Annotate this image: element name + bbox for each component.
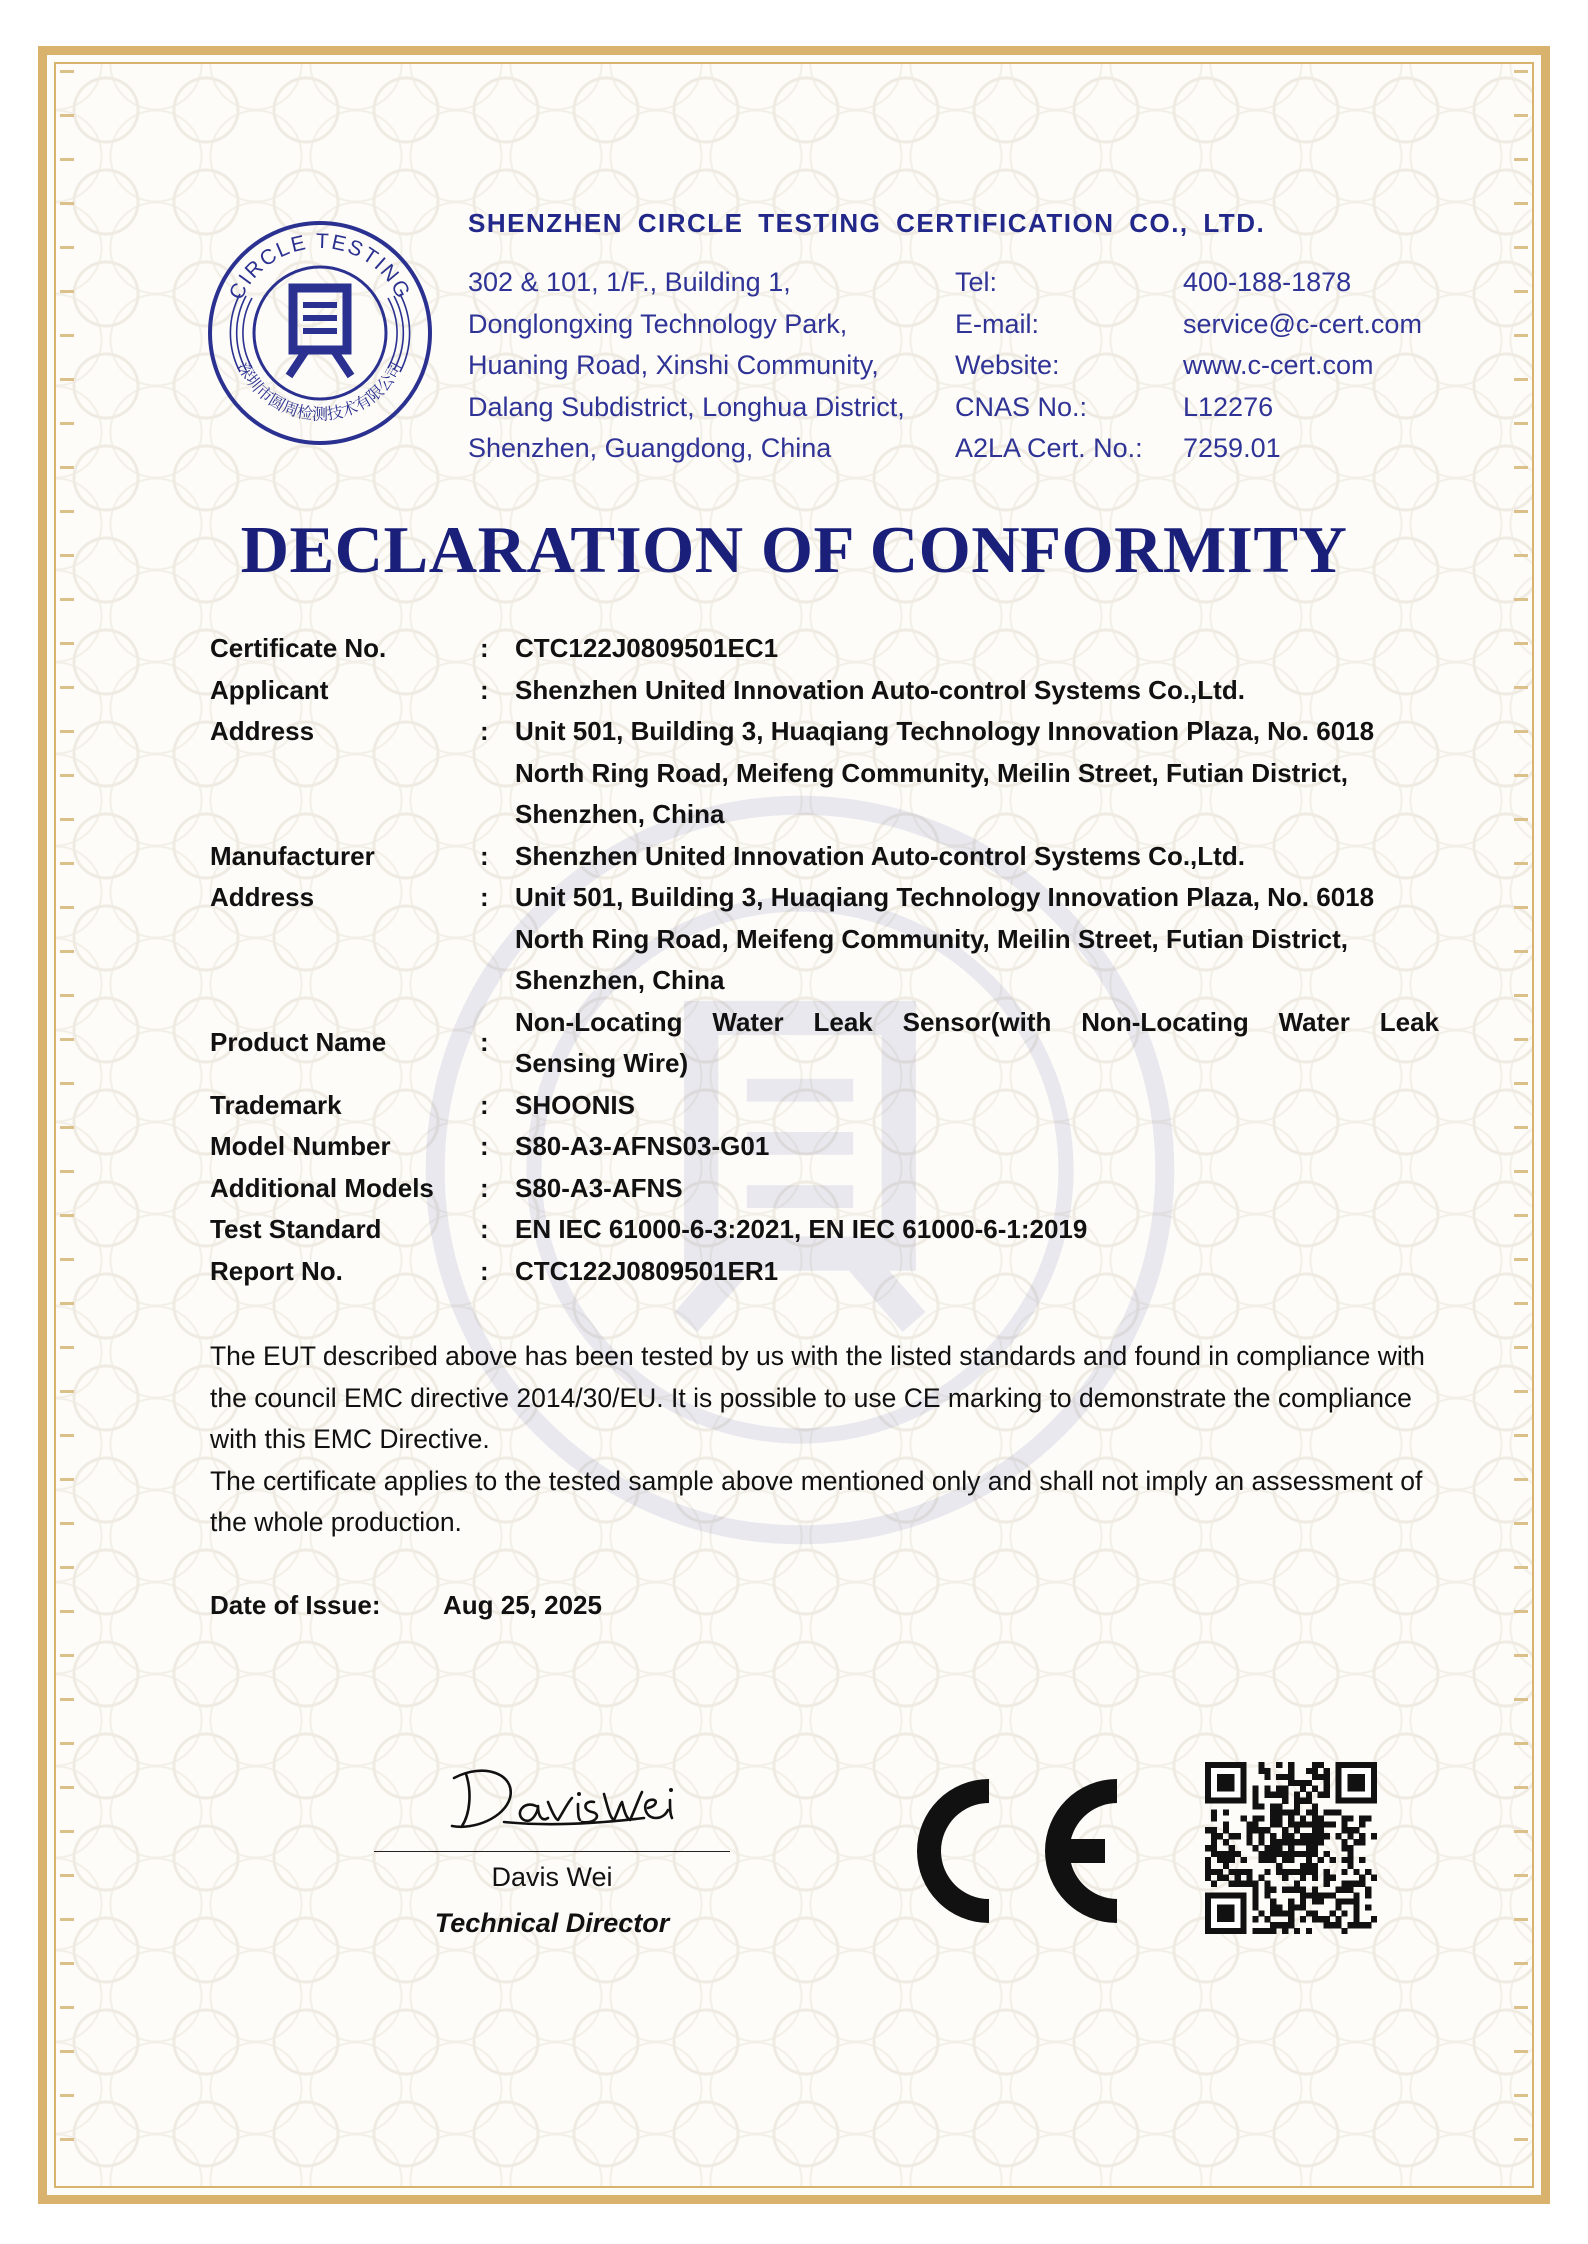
issue-date-value: Aug 25, 2025 xyxy=(443,1590,602,1620)
field-colon: : xyxy=(480,1089,489,1120)
address-line: North Ring Road, Meifeng Community, Meilin Street, Futian District, xyxy=(515,923,1348,954)
issuer-address-line: 302 & 101, 1/F., Building 1, xyxy=(468,267,791,297)
field-colon: : xyxy=(480,1255,489,1286)
field-value: Shenzhen United Innovation Auto-control Systems Co.,Ltd. xyxy=(515,674,1245,705)
field-label: Model Number xyxy=(210,1131,391,1161)
document-title: DECLARATION OF CONFORMITY xyxy=(240,513,1348,587)
qr-code-icon xyxy=(1205,1762,1377,1934)
contact-label-tel: Tel: xyxy=(955,267,998,297)
contact-value-email: service@c-cert.com xyxy=(1183,308,1422,339)
issuer-address-line: Shenzhen, Guangdong, China xyxy=(468,433,832,463)
field-value xyxy=(515,711,1439,836)
product-name-line: Non-Locating Water Leak Sensor(with Non-Locating Water Leak xyxy=(515,1006,1439,1037)
circle-testing-seal-icon xyxy=(205,218,435,448)
address-line: Shenzhen, China xyxy=(515,965,725,995)
issuer-address-line: Huaning Road, Xinshi Community, xyxy=(468,350,879,380)
address-line: Unit 501, Building 3, Huaqiang Technology Innovation Plaza, No. 6018 xyxy=(515,882,1375,912)
ce-mark-icon xyxy=(905,1775,1120,1927)
field-colon: : xyxy=(480,840,489,871)
signatory-name: Davis Wei xyxy=(491,1862,613,1892)
field-manufacturer-address xyxy=(210,877,1440,1002)
border-ticks-right xyxy=(1514,70,1528,2180)
field-label: Test Standard xyxy=(210,1214,382,1244)
field-label: Manufacturer xyxy=(210,840,375,871)
field-value: Shenzhen United Innovation Auto-control Systems Co.,Ltd. xyxy=(515,840,1245,871)
field-colon: : xyxy=(480,882,489,912)
scope-paragraph: The certificate applies to the tested sample above mentioned only and shall not imply an assessment of the whole production. xyxy=(210,1465,1423,1537)
issuer-address-line: Donglongxing Technology Park, xyxy=(468,308,848,339)
field-model-number xyxy=(210,1126,1440,1168)
field-colon: : xyxy=(480,716,489,746)
issue-date-label: Date of Issue: xyxy=(210,1590,381,1620)
field-colon: : xyxy=(480,1027,489,1058)
issuer-address xyxy=(468,262,905,470)
address-line: North Ring Road, Meifeng Community, Meilin Street, Futian District, xyxy=(515,757,1348,788)
field-label: Trademark xyxy=(210,1089,342,1120)
field-label: Address xyxy=(210,716,315,746)
compliance-paragraph: The EUT described above has been tested by us with the listed standards and found in compliance with the council EMC directive 2014/30/EU. It is possible to use CE marking to demonstrate the compliance with this EMC Directive. xyxy=(210,1341,1425,1454)
issuer-contact-values xyxy=(1183,262,1422,470)
field-label: Additional Models xyxy=(210,1172,434,1203)
product-name-line: Sensing Wire) xyxy=(515,1048,689,1078)
contact-label-website: Website: xyxy=(955,350,1060,380)
field-applicant xyxy=(210,670,1440,712)
field-value: S80-A3-AFNS03-G01 xyxy=(515,1131,770,1161)
field-label: Applicant xyxy=(210,674,329,705)
issuer-contact-labels xyxy=(955,262,1143,470)
seal-text-en: CIRCLE TESTING xyxy=(224,229,416,304)
seal-text-cn: 深圳市圆周检测技术有限公司 xyxy=(233,358,407,424)
field-colon: : xyxy=(480,1172,489,1203)
signatory-title: Technical Director xyxy=(434,1908,670,1938)
contact-label-cnas: CNAS No.: xyxy=(955,391,1088,422)
svg-text:深圳市圆周检测技术有限公司 xyxy=(234,359,407,424)
field-value: EN IEC 61000-6-3:2021, EN IEC 61000-6-1:2019 xyxy=(515,1214,1088,1244)
field-value xyxy=(515,877,1439,1002)
field-label: Address xyxy=(210,882,315,912)
contact-value-cnas: L12276 xyxy=(1183,391,1274,422)
contact-value-tel: 400-188-1878 xyxy=(1183,267,1352,297)
field-additional-models xyxy=(210,1168,1440,1210)
field-product-name xyxy=(210,1002,1440,1085)
field-value: SHOONIS xyxy=(515,1089,635,1120)
contact-value-a2la: 7259.01 xyxy=(1183,433,1281,463)
contact-value-website: www.c-cert.com xyxy=(1183,350,1374,380)
field-value: CTC122J0809501ER1 xyxy=(515,1255,779,1286)
field-label: Report No. xyxy=(210,1255,343,1286)
issuer-name: SHENZHEN CIRCLE TESTING CERTIFICATION CO., LTD. xyxy=(468,208,1266,238)
field-colon: : xyxy=(480,633,489,663)
issuer-address-line: Dalang Subdistrict, Longhua District, xyxy=(468,391,905,422)
field-colon: : xyxy=(480,674,489,705)
contact-label-a2la: A2LA Cert. No.: xyxy=(955,433,1143,463)
compliance-statement xyxy=(210,1336,1440,1544)
field-colon: : xyxy=(480,1131,489,1161)
field-value xyxy=(515,1002,1439,1085)
field-trademark xyxy=(210,1085,1440,1127)
field-label: Certificate No. xyxy=(210,633,387,663)
border-ticks-left xyxy=(60,70,74,2180)
field-test-standard xyxy=(210,1209,1440,1251)
field-value: CTC122J0809501EC1 xyxy=(515,633,779,663)
signature-line xyxy=(374,1851,730,1852)
certificate-fields xyxy=(210,628,1440,1292)
address-line: Unit 501, Building 3, Huaqiang Technology Innovation Plaza, No. 6018 xyxy=(515,716,1375,746)
field-colon: : xyxy=(480,1214,489,1244)
field-manufacturer xyxy=(210,836,1440,878)
contact-label-email: E-mail: xyxy=(955,308,1040,339)
handwritten-signature xyxy=(444,1756,674,1836)
field-certificate-no xyxy=(210,628,1440,670)
field-report-no xyxy=(210,1251,1440,1293)
address-line: Shenzhen, China xyxy=(515,799,725,829)
field-value: S80-A3-AFNS xyxy=(515,1172,683,1203)
field-applicant-address xyxy=(210,711,1440,836)
field-label: Product Name xyxy=(210,1027,387,1058)
